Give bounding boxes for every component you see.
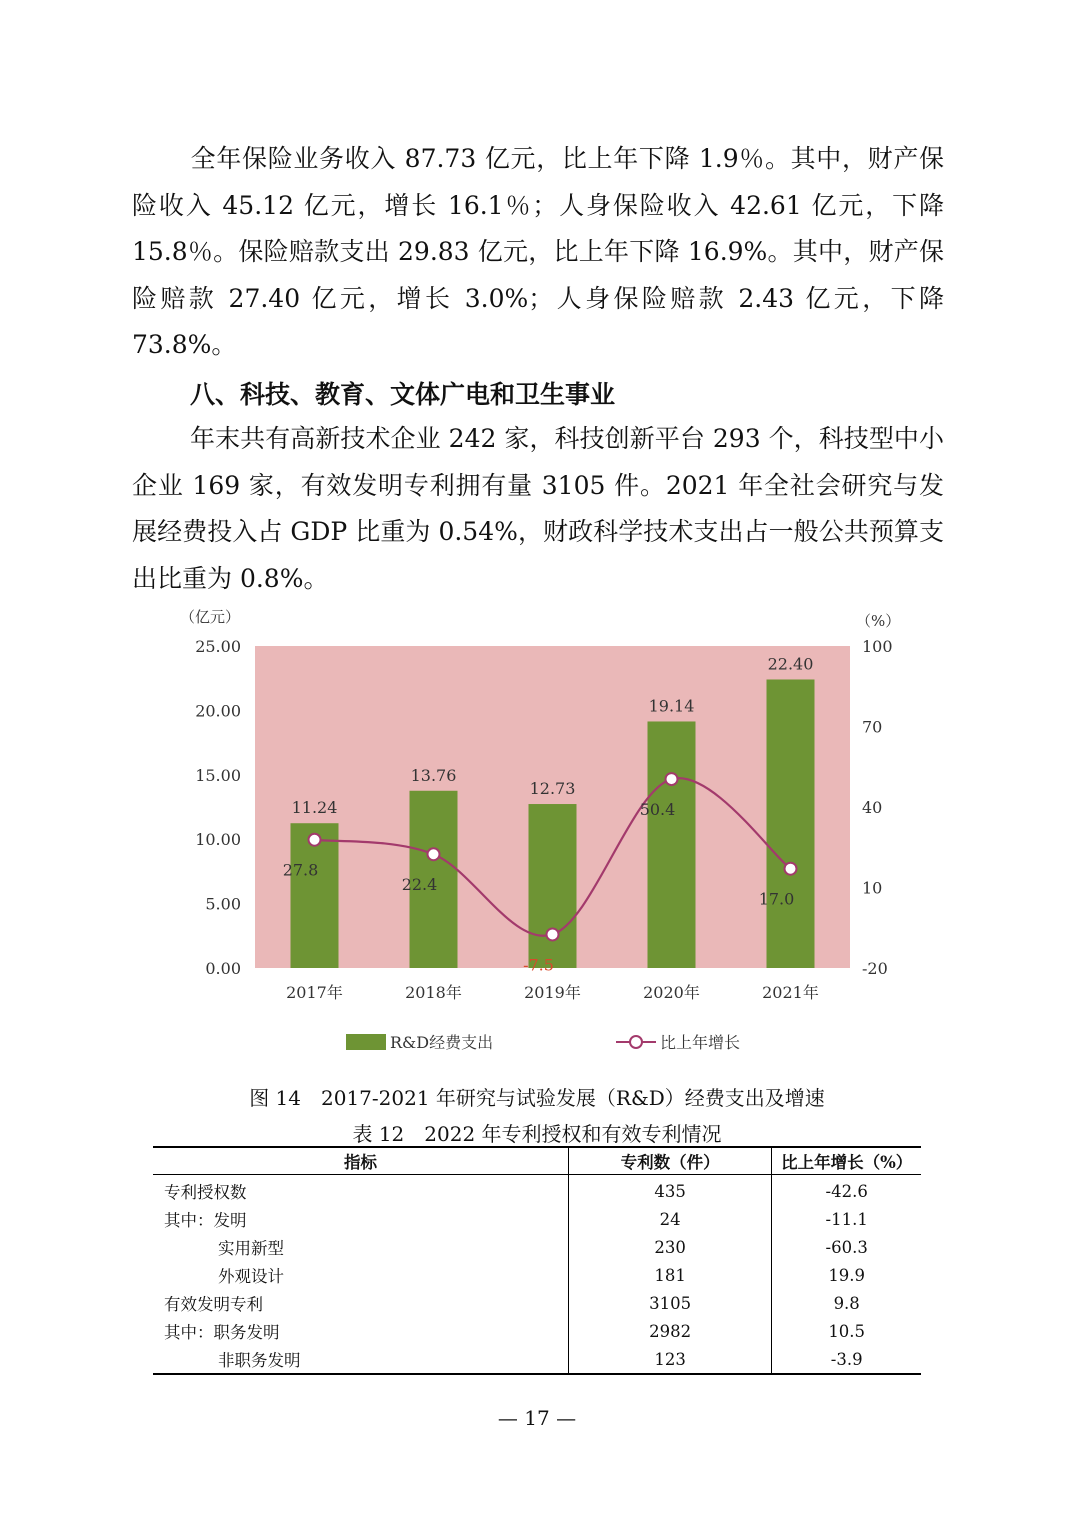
table-row bbox=[153, 1205, 921, 1233]
legend-swatch-bars bbox=[346, 1034, 386, 1050]
table-row bbox=[153, 1233, 921, 1261]
x-axis-tick-label: 2019年 bbox=[524, 983, 581, 1002]
bar-data-label: 11.24 bbox=[291, 798, 338, 818]
row-count: 181 bbox=[568, 1261, 772, 1289]
row-growth: -3.9 bbox=[830, 1349, 863, 1369]
bar-rd-expenditure bbox=[529, 804, 577, 968]
table-row bbox=[153, 1261, 921, 1289]
row-count: 230 bbox=[568, 1233, 772, 1261]
row-count: 123 bbox=[568, 1345, 772, 1374]
row-name: 实用新型 bbox=[153, 1233, 568, 1261]
left-axis-unit: （亿元） bbox=[180, 608, 241, 626]
insurance-paragraph bbox=[132, 136, 944, 369]
left-axis-tick-label: 25.00 bbox=[195, 637, 241, 656]
table-caption: 表 12 2022 年专利授权和有效专利情况 bbox=[352, 1122, 722, 1146]
patent-table bbox=[153, 1146, 921, 1375]
row-growth: 10.5 bbox=[828, 1321, 866, 1341]
tech-text: 年末共有高新技术企业 242 家，科技创新平台 293 个，科技型中小企业 169 家，有效发明专利拥有量 3105 件。2021 年全社会研究与发展经费投入占 GDP 比重为 0.54%，财政科学技术支出占一般公共预算支出比重为 0.8%。 bbox=[132, 424, 944, 593]
left-axis-tick-label: 10.00 bbox=[195, 830, 241, 850]
right-axis-tick-label: -20 bbox=[862, 959, 888, 978]
header-growth: 比上年增长（%） bbox=[772, 1147, 921, 1175]
right-axis-tick-label: 100 bbox=[862, 637, 893, 656]
header-count: 专利数（件） bbox=[568, 1147, 772, 1175]
right-axis-unit: （%） bbox=[856, 612, 901, 630]
tech-paragraph bbox=[132, 416, 944, 602]
left-axis-tick-label: 0.00 bbox=[205, 959, 241, 978]
legend-label-line: 比上年增长 bbox=[660, 1033, 741, 1052]
row-growth: -60.3 bbox=[825, 1237, 868, 1257]
bar-data-label: 19.14 bbox=[648, 696, 695, 716]
left-axis-tick-label: 20.00 bbox=[195, 701, 241, 721]
table-header-row bbox=[153, 1147, 921, 1175]
rd-expenditure-chart bbox=[160, 600, 920, 1070]
bar-data-label: 12.73 bbox=[529, 779, 576, 799]
section-heading: 八、科技、教育、文体广电和卫生事业 bbox=[190, 380, 616, 409]
row-name: 非职务发明 bbox=[153, 1345, 568, 1374]
page-number: — 17 — bbox=[497, 1406, 577, 1430]
row-name: 其中：发明 bbox=[153, 1205, 568, 1233]
header-indicator: 指标 bbox=[153, 1147, 568, 1175]
row-growth: 19.9 bbox=[828, 1265, 866, 1285]
row-count: 24 bbox=[568, 1205, 772, 1233]
growth-data-label: -7.5 bbox=[523, 955, 554, 975]
growth-data-label: 22.4 bbox=[401, 875, 438, 895]
row-growth: 9.8 bbox=[833, 1293, 860, 1313]
bar-data-label: 22.40 bbox=[767, 654, 814, 674]
x-axis-tick-label: 2021年 bbox=[762, 983, 819, 1002]
table-row bbox=[153, 1175, 921, 1206]
insurance-text: 全年保险业务收入 87.73 亿元，比上年下降 1.9％。其中，财产保险收入 45.12 亿元，增长 16.1％；人身保险收入 42.61 亿元，下降 15.8％。保险赔款支出 29.83 亿元，比上年下降 16.9%。其中，财产保险赔款 27.40 亿元，增长 3.0%；人身保险赔款 2.43 亿元，下降 73.8%。 bbox=[132, 144, 944, 359]
growth-data-label: 27.8 bbox=[282, 860, 319, 880]
row-name: 其中：职务发明 bbox=[153, 1317, 568, 1345]
row-count: 3105 bbox=[568, 1289, 772, 1317]
bar-rd-expenditure bbox=[767, 679, 815, 968]
growth-data-label: 17.0 bbox=[758, 889, 795, 909]
growth-data-label: 50.4 bbox=[639, 800, 676, 820]
right-axis-tick-label: 70 bbox=[862, 717, 883, 737]
table-row bbox=[153, 1317, 921, 1345]
growth-point bbox=[309, 834, 321, 846]
legend-label-bars: R&D经费支出 bbox=[390, 1033, 494, 1052]
right-axis-tick-label: 10 bbox=[862, 878, 883, 898]
growth-point bbox=[547, 928, 559, 940]
x-axis-tick-label: 2017年 bbox=[286, 983, 343, 1002]
row-name: 有效发明专利 bbox=[153, 1289, 568, 1317]
table-row bbox=[153, 1345, 921, 1374]
x-axis-tick-label: 2020年 bbox=[643, 983, 700, 1002]
legend-swatch-marker bbox=[630, 1036, 642, 1048]
figure-caption: 图 14 2017-2021 年研究与试验发展（R&D）经费支出及增速 bbox=[249, 1086, 825, 1110]
table-row bbox=[153, 1289, 921, 1317]
row-growth: -42.6 bbox=[825, 1181, 868, 1201]
left-axis-tick-label: 15.00 bbox=[195, 765, 241, 785]
row-name: 专利授权数 bbox=[153, 1175, 568, 1206]
row-count: 435 bbox=[568, 1175, 772, 1206]
left-axis-tick-label: 5.00 bbox=[205, 894, 241, 914]
x-axis-tick-label: 2018年 bbox=[405, 983, 462, 1002]
bar-data-label: 13.76 bbox=[410, 765, 457, 785]
row-name: 外观设计 bbox=[153, 1261, 568, 1289]
growth-point bbox=[785, 863, 797, 875]
growth-point bbox=[428, 848, 440, 860]
row-count: 2982 bbox=[568, 1317, 772, 1345]
right-axis-tick-label: 40 bbox=[862, 798, 883, 817]
growth-point bbox=[666, 773, 678, 785]
bar-rd-expenditure bbox=[648, 721, 696, 968]
row-growth: -11.1 bbox=[825, 1209, 868, 1229]
